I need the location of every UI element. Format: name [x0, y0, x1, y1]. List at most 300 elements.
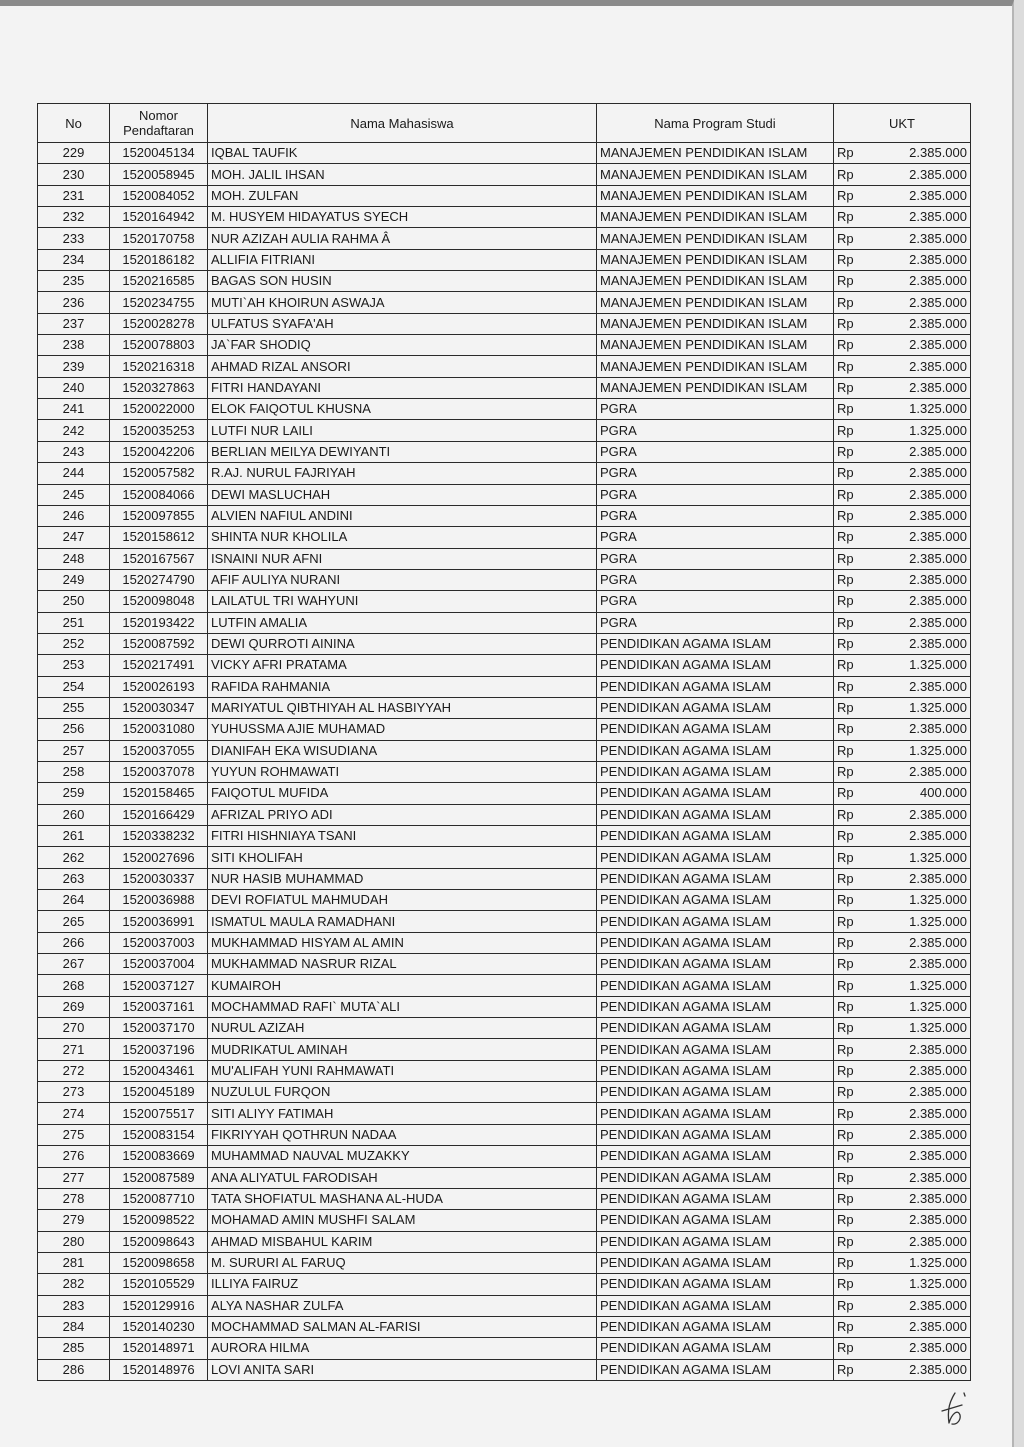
cell-ukt-amount: 2.385.000 — [869, 1146, 971, 1167]
cell-nomor-pendaftaran: 1520105529 — [110, 1274, 208, 1295]
cell-nama-mahasiswa: TATA SHOFIATUL MASHANA AL-HUDA — [208, 1188, 597, 1209]
table-row — [38, 1039, 971, 1060]
table-row — [38, 1316, 971, 1337]
cell-nama-mahasiswa: ALYA NASHAR ZULFA — [208, 1295, 597, 1316]
table-row — [38, 356, 971, 377]
cell-currency: Rp — [834, 356, 869, 377]
table-body — [38, 143, 971, 1381]
cell-currency: Rp — [834, 932, 869, 953]
cell-nama-mahasiswa: AHMAD RIZAL ANSORI — [208, 356, 597, 377]
cell-currency: Rp — [834, 1252, 869, 1273]
cell-program-studi: PENDIDIKAN AGAMA ISLAM — [597, 719, 834, 740]
table-row — [38, 1060, 971, 1081]
cell-nama-mahasiswa: ELOK FAIQOTUL KHUSNA — [208, 399, 597, 420]
cell-nomor-pendaftaran: 1520083669 — [110, 1146, 208, 1167]
cell-currency: Rp — [834, 271, 869, 292]
cell-ukt-amount: 2.385.000 — [869, 313, 971, 334]
cell-ukt-amount: 2.385.000 — [869, 1188, 971, 1209]
cell-program-studi: MANAJEMEN PENDIDIKAN ISLAM — [597, 228, 834, 249]
cell-no: 275 — [38, 1124, 110, 1145]
cell-nomor-pendaftaran: 1520083154 — [110, 1124, 208, 1145]
cell-program-studi: MANAJEMEN PENDIDIKAN ISLAM — [597, 143, 834, 164]
cell-program-studi: MANAJEMEN PENDIDIKAN ISLAM — [597, 313, 834, 334]
cell-program-studi: PENDIDIKAN AGAMA ISLAM — [597, 1167, 834, 1188]
cell-no: 231 — [38, 185, 110, 206]
table-row — [38, 847, 971, 868]
cell-no: 284 — [38, 1316, 110, 1337]
cell-program-studi: PGRA — [597, 441, 834, 462]
cell-currency: Rp — [834, 527, 869, 548]
cell-nama-mahasiswa: MUDRIKATUL AMINAH — [208, 1039, 597, 1060]
cell-nama-mahasiswa: ILLIYA FAIRUZ — [208, 1274, 597, 1295]
cell-nomor-pendaftaran: 1520170758 — [110, 228, 208, 249]
cell-no: 255 — [38, 697, 110, 718]
cell-ukt-amount: 2.385.000 — [869, 1316, 971, 1337]
cell-nomor-pendaftaran: 1520216585 — [110, 271, 208, 292]
cell-ukt-amount: 1.325.000 — [869, 655, 971, 676]
cell-currency: Rp — [834, 1274, 869, 1295]
cell-nomor-pendaftaran: 1520037161 — [110, 996, 208, 1017]
cell-no: 250 — [38, 591, 110, 612]
cell-nomor-pendaftaran: 1520167567 — [110, 548, 208, 569]
header-nama-program-studi: Nama Program Studi — [597, 104, 834, 143]
table-row — [38, 399, 971, 420]
cell-no: 266 — [38, 932, 110, 953]
table-row — [38, 954, 971, 975]
cell-nomor-pendaftaran: 1520166429 — [110, 804, 208, 825]
cell-no: 233 — [38, 228, 110, 249]
cell-nomor-pendaftaran: 1520045189 — [110, 1082, 208, 1103]
table-row — [38, 1274, 971, 1295]
header-nama-mahasiswa: Nama Mahasiswa — [208, 104, 597, 143]
table-row — [38, 292, 971, 313]
cell-ukt-amount: 2.385.000 — [869, 228, 971, 249]
cell-no: 236 — [38, 292, 110, 313]
cell-currency: Rp — [834, 1060, 869, 1081]
cell-no: 259 — [38, 783, 110, 804]
table-row — [38, 164, 971, 185]
cell-currency: Rp — [834, 1018, 869, 1039]
cell-nama-mahasiswa: BERLIAN MEILYA DEWIYANTI — [208, 441, 597, 462]
header-ukt: UKT — [834, 104, 971, 143]
cell-program-studi: MANAJEMEN PENDIDIKAN ISLAM — [597, 271, 834, 292]
cell-currency: Rp — [834, 868, 869, 889]
cell-nomor-pendaftaran: 1520129916 — [110, 1295, 208, 1316]
cell-ukt-amount: 2.385.000 — [869, 1295, 971, 1316]
cell-currency: Rp — [834, 1039, 869, 1060]
cell-no: 269 — [38, 996, 110, 1017]
cell-nama-mahasiswa: BAGAS SON HUSIN — [208, 271, 597, 292]
cell-nama-mahasiswa: MOCHAMMAD RAFI` MUTA`ALI — [208, 996, 597, 1017]
cell-nomor-pendaftaran: 1520084052 — [110, 185, 208, 206]
cell-nomor-pendaftaran: 1520097855 — [110, 505, 208, 526]
cell-ukt-amount: 1.325.000 — [869, 1018, 971, 1039]
cell-no: 246 — [38, 505, 110, 526]
cell-program-studi: PENDIDIKAN AGAMA ISLAM — [597, 655, 834, 676]
cell-nama-mahasiswa: MOCHAMMAD SALMAN AL-FARISI — [208, 1316, 597, 1337]
cell-nama-mahasiswa: FITRI HISHNIAYA TSANI — [208, 826, 597, 847]
table-row — [38, 826, 971, 847]
table-row — [38, 548, 971, 569]
cell-program-studi: PENDIDIKAN AGAMA ISLAM — [597, 1210, 834, 1231]
handwritten-initial — [938, 1389, 968, 1429]
cell-no: 285 — [38, 1338, 110, 1359]
cell-nama-mahasiswa: M. HUSYEM HIDAYATUS SYECH — [208, 207, 597, 228]
cell-no: 281 — [38, 1252, 110, 1273]
table-row — [38, 505, 971, 526]
cell-nama-mahasiswa: LUTFI NUR LAILI — [208, 420, 597, 441]
table-row — [38, 1167, 971, 1188]
cell-program-studi: PENDIDIKAN AGAMA ISLAM — [597, 954, 834, 975]
cell-no: 258 — [38, 761, 110, 782]
cell-no: 235 — [38, 271, 110, 292]
cell-no: 229 — [38, 143, 110, 164]
cell-currency: Rp — [834, 719, 869, 740]
table-row — [38, 185, 971, 206]
cell-nomor-pendaftaran: 1520078803 — [110, 335, 208, 356]
cell-nomor-pendaftaran: 1520274790 — [110, 569, 208, 590]
cell-currency: Rp — [834, 143, 869, 164]
cell-nama-mahasiswa: FIKRIYYAH QOTHRUN NADAA — [208, 1124, 597, 1145]
cell-currency: Rp — [834, 1359, 869, 1380]
cell-currency: Rp — [834, 228, 869, 249]
cell-nama-mahasiswa: DEWI QURROTI AININA — [208, 633, 597, 654]
cell-no: 245 — [38, 484, 110, 505]
table-row — [38, 1338, 971, 1359]
cell-program-studi: PENDIDIKAN AGAMA ISLAM — [597, 633, 834, 654]
cell-nomor-pendaftaran: 1520087592 — [110, 633, 208, 654]
cell-program-studi: PENDIDIKAN AGAMA ISLAM — [597, 1274, 834, 1295]
cell-nama-mahasiswa: M. SURURI AL FARUQ — [208, 1252, 597, 1273]
cell-program-studi: PENDIDIKAN AGAMA ISLAM — [597, 1060, 834, 1081]
cell-no: 273 — [38, 1082, 110, 1103]
cell-nomor-pendaftaran: 1520042206 — [110, 441, 208, 462]
cell-currency: Rp — [834, 505, 869, 526]
cell-program-studi: PENDIDIKAN AGAMA ISLAM — [597, 890, 834, 911]
cell-program-studi: PENDIDIKAN AGAMA ISLAM — [597, 1338, 834, 1359]
cell-ukt-amount: 1.325.000 — [869, 911, 971, 932]
cell-nama-mahasiswa: KUMAIROH — [208, 975, 597, 996]
cell-program-studi: PENDIDIKAN AGAMA ISLAM — [597, 1018, 834, 1039]
cell-no: 252 — [38, 633, 110, 654]
cell-nomor-pendaftaran: 1520037055 — [110, 740, 208, 761]
cell-currency: Rp — [834, 890, 869, 911]
table-row — [38, 996, 971, 1017]
cell-currency: Rp — [834, 335, 869, 356]
cell-ukt-amount: 2.385.000 — [869, 761, 971, 782]
cell-ukt-amount: 2.385.000 — [869, 484, 971, 505]
table-row — [38, 1103, 971, 1124]
cell-no: 277 — [38, 1167, 110, 1188]
cell-nomor-pendaftaran: 1520087589 — [110, 1167, 208, 1188]
cell-currency: Rp — [834, 911, 869, 932]
cell-nomor-pendaftaran: 1520234755 — [110, 292, 208, 313]
cell-currency: Rp — [834, 1124, 869, 1145]
cell-ukt-amount: 2.385.000 — [869, 804, 971, 825]
table-row — [38, 1082, 971, 1103]
cell-no: 263 — [38, 868, 110, 889]
cell-no: 254 — [38, 676, 110, 697]
cell-nomor-pendaftaran: 1520058945 — [110, 164, 208, 185]
table-row — [38, 527, 971, 548]
cell-ukt-amount: 2.385.000 — [869, 1103, 971, 1124]
table-row — [38, 783, 971, 804]
cell-no: 256 — [38, 719, 110, 740]
table-row — [38, 420, 971, 441]
cell-program-studi: PGRA — [597, 548, 834, 569]
cell-nama-mahasiswa: SHINTA NUR KHOLILA — [208, 527, 597, 548]
cell-nama-mahasiswa: MOH. JALIL IHSAN — [208, 164, 597, 185]
cell-currency: Rp — [834, 761, 869, 782]
table-row — [38, 143, 971, 164]
header-nomor-line2: Pendaftaran — [123, 123, 194, 138]
cell-nomor-pendaftaran: 1520087710 — [110, 1188, 208, 1209]
cell-no: 247 — [38, 527, 110, 548]
cell-nomor-pendaftaran: 1520036988 — [110, 890, 208, 911]
cell-no: 230 — [38, 164, 110, 185]
cell-nama-mahasiswa: AHMAD MISBAHUL KARIM — [208, 1231, 597, 1252]
cell-nama-mahasiswa: MARIYATUL QIBTHIYAH AL HASBIYYAH — [208, 697, 597, 718]
cell-no: 237 — [38, 313, 110, 334]
cell-program-studi: PENDIDIKAN AGAMA ISLAM — [597, 911, 834, 932]
cell-program-studi: PENDIDIKAN AGAMA ISLAM — [597, 868, 834, 889]
cell-no: 272 — [38, 1060, 110, 1081]
cell-currency: Rp — [834, 313, 869, 334]
cell-nama-mahasiswa: ALVIEN NAFIUL ANDINI — [208, 505, 597, 526]
cell-no: 280 — [38, 1231, 110, 1252]
cell-nomor-pendaftaran: 1520327863 — [110, 377, 208, 398]
cell-nomor-pendaftaran: 1520084066 — [110, 484, 208, 505]
cell-currency: Rp — [834, 1338, 869, 1359]
cell-nama-mahasiswa: NURUL AZIZAH — [208, 1018, 597, 1039]
cell-ukt-amount: 2.385.000 — [869, 463, 971, 484]
cell-nomor-pendaftaran: 1520216318 — [110, 356, 208, 377]
cell-nomor-pendaftaran: 1520098522 — [110, 1210, 208, 1231]
cell-no: 282 — [38, 1274, 110, 1295]
cell-nomor-pendaftaran: 1520027696 — [110, 847, 208, 868]
cell-ukt-amount: 2.385.000 — [869, 1039, 971, 1060]
cell-ukt-amount: 2.385.000 — [869, 377, 971, 398]
cell-ukt-amount: 2.385.000 — [869, 292, 971, 313]
cell-program-studi: PENDIDIKAN AGAMA ISLAM — [597, 1316, 834, 1337]
cell-currency: Rp — [834, 826, 869, 847]
cell-currency: Rp — [834, 377, 869, 398]
cell-currency: Rp — [834, 548, 869, 569]
cell-program-studi: PENDIDIKAN AGAMA ISLAM — [597, 826, 834, 847]
cell-program-studi: PENDIDIKAN AGAMA ISLAM — [597, 676, 834, 697]
cell-nomor-pendaftaran: 1520037196 — [110, 1039, 208, 1060]
cell-currency: Rp — [834, 697, 869, 718]
cell-nomor-pendaftaran: 1520045134 — [110, 143, 208, 164]
cell-currency: Rp — [834, 484, 869, 505]
cell-ukt-amount: 2.385.000 — [869, 633, 971, 654]
cell-currency: Rp — [834, 1188, 869, 1209]
cell-ukt-amount: 1.325.000 — [869, 996, 971, 1017]
cell-ukt-amount: 1.325.000 — [869, 399, 971, 420]
cell-nama-mahasiswa: DEVI ROFIATUL MAHMUDAH — [208, 890, 597, 911]
cell-nomor-pendaftaran: 1520036991 — [110, 911, 208, 932]
cell-nama-mahasiswa: FAIQOTUL MUFIDA — [208, 783, 597, 804]
table-row — [38, 932, 971, 953]
table-row — [38, 975, 971, 996]
cell-ukt-amount: 2.385.000 — [869, 164, 971, 185]
cell-nama-mahasiswa: YUYUN ROHMAWATI — [208, 761, 597, 782]
cell-program-studi: MANAJEMEN PENDIDIKAN ISLAM — [597, 335, 834, 356]
cell-program-studi: MANAJEMEN PENDIDIKAN ISLAM — [597, 356, 834, 377]
table-row — [38, 761, 971, 782]
cell-nama-mahasiswa: MUHAMMAD NAUVAL MUZAKKY — [208, 1146, 597, 1167]
cell-program-studi: PGRA — [597, 484, 834, 505]
table-row — [38, 377, 971, 398]
table-header-row — [38, 104, 971, 143]
cell-nama-mahasiswa: ULFATUS SYAFA'AH — [208, 313, 597, 334]
cell-nama-mahasiswa: JA`FAR SHODIQ — [208, 335, 597, 356]
cell-no: 262 — [38, 847, 110, 868]
cell-program-studi: MANAJEMEN PENDIDIKAN ISLAM — [597, 164, 834, 185]
header-nomor-pendaftaran — [110, 104, 208, 143]
cell-currency: Rp — [834, 1082, 869, 1103]
cell-program-studi: PGRA — [597, 505, 834, 526]
cell-currency: Rp — [834, 1210, 869, 1231]
cell-nomor-pendaftaran: 1520098643 — [110, 1231, 208, 1252]
cell-currency: Rp — [834, 676, 869, 697]
cell-program-studi: PENDIDIKAN AGAMA ISLAM — [597, 1039, 834, 1060]
cell-currency: Rp — [834, 612, 869, 633]
cell-nomor-pendaftaran: 1520148971 — [110, 1338, 208, 1359]
cell-ukt-amount: 2.385.000 — [869, 505, 971, 526]
cell-currency: Rp — [834, 420, 869, 441]
cell-currency: Rp — [834, 996, 869, 1017]
table-row — [38, 890, 971, 911]
cell-no: 243 — [38, 441, 110, 462]
cell-currency: Rp — [834, 1295, 869, 1316]
cell-ukt-amount: 1.325.000 — [869, 697, 971, 718]
cell-nama-mahasiswa: ALLIFIA FITRIANI — [208, 249, 597, 270]
cell-currency: Rp — [834, 783, 869, 804]
cell-no: 279 — [38, 1210, 110, 1231]
cell-ukt-amount: 2.385.000 — [869, 527, 971, 548]
cell-ukt-amount: 2.385.000 — [869, 676, 971, 697]
cell-no: 257 — [38, 740, 110, 761]
cell-program-studi: PGRA — [597, 463, 834, 484]
cell-no: 265 — [38, 911, 110, 932]
cell-ukt-amount: 2.385.000 — [869, 1338, 971, 1359]
cell-no: 260 — [38, 804, 110, 825]
cell-currency: Rp — [834, 399, 869, 420]
table-row — [38, 569, 971, 590]
cell-no: 253 — [38, 655, 110, 676]
table-row — [38, 313, 971, 334]
cell-ukt-amount: 1.325.000 — [869, 890, 971, 911]
table-row — [38, 676, 971, 697]
cell-program-studi: MANAJEMEN PENDIDIKAN ISLAM — [597, 207, 834, 228]
cell-nomor-pendaftaran: 1520098658 — [110, 1252, 208, 1273]
cell-nomor-pendaftaran: 1520037003 — [110, 932, 208, 953]
cell-ukt-amount: 2.385.000 — [869, 249, 971, 270]
cell-currency: Rp — [834, 633, 869, 654]
cell-nama-mahasiswa: IQBAL TAUFIK — [208, 143, 597, 164]
cell-ukt-amount: 2.385.000 — [869, 356, 971, 377]
cell-no: 264 — [38, 890, 110, 911]
cell-nama-mahasiswa: DIANIFAH EKA WISUDIANA — [208, 740, 597, 761]
cell-no: 276 — [38, 1146, 110, 1167]
cell-no: 283 — [38, 1295, 110, 1316]
cell-no: 232 — [38, 207, 110, 228]
cell-ukt-amount: 2.385.000 — [869, 1167, 971, 1188]
cell-program-studi: MANAJEMEN PENDIDIKAN ISLAM — [597, 377, 834, 398]
table-row — [38, 335, 971, 356]
cell-program-studi: PENDIDIKAN AGAMA ISLAM — [597, 783, 834, 804]
table-row — [38, 804, 971, 825]
table-row — [38, 719, 971, 740]
cell-program-studi: PENDIDIKAN AGAMA ISLAM — [597, 1188, 834, 1209]
cell-currency: Rp — [834, 569, 869, 590]
table-row — [38, 484, 971, 505]
cell-program-studi: PENDIDIKAN AGAMA ISLAM — [597, 804, 834, 825]
cell-nomor-pendaftaran: 1520043461 — [110, 1060, 208, 1081]
cell-ukt-amount: 1.325.000 — [869, 847, 971, 868]
cell-no: 240 — [38, 377, 110, 398]
cell-ukt-amount: 1.325.000 — [869, 1252, 971, 1273]
cell-no: 242 — [38, 420, 110, 441]
cell-nama-mahasiswa: AFRIZAL PRIYO ADI — [208, 804, 597, 825]
cell-nama-mahasiswa: RAFIDA RAHMANIA — [208, 676, 597, 697]
cell-no: 271 — [38, 1039, 110, 1060]
cell-nama-mahasiswa: MUTI`AH KHOIRUN ASWAJA — [208, 292, 597, 313]
cell-ukt-amount: 1.325.000 — [869, 420, 971, 441]
cell-nama-mahasiswa: MU'ALIFAH YUNI RAHMAWATI — [208, 1060, 597, 1081]
cell-nomor-pendaftaran: 1520028278 — [110, 313, 208, 334]
cell-program-studi: MANAJEMEN PENDIDIKAN ISLAM — [597, 292, 834, 313]
cell-no: 248 — [38, 548, 110, 569]
cell-nama-mahasiswa: MOHAMAD AMIN MUSHFI SALAM — [208, 1210, 597, 1231]
table-row — [38, 911, 971, 932]
cell-nomor-pendaftaran: 1520338232 — [110, 826, 208, 847]
cell-nama-mahasiswa: LOVI ANITA SARI — [208, 1359, 597, 1380]
cell-nama-mahasiswa: FITRI HANDAYANI — [208, 377, 597, 398]
table-row — [38, 1018, 971, 1039]
cell-currency: Rp — [834, 847, 869, 868]
cell-currency: Rp — [834, 591, 869, 612]
cell-no: 238 — [38, 335, 110, 356]
cell-program-studi: PENDIDIKAN AGAMA ISLAM — [597, 761, 834, 782]
cell-ukt-amount: 2.385.000 — [869, 207, 971, 228]
table-row — [38, 591, 971, 612]
cell-ukt-amount: 2.385.000 — [869, 185, 971, 206]
cell-nama-mahasiswa: ISNAINI NUR AFNI — [208, 548, 597, 569]
cell-ukt-amount: 2.385.000 — [869, 954, 971, 975]
table-row — [38, 1188, 971, 1209]
cell-nomor-pendaftaran: 1520098048 — [110, 591, 208, 612]
cell-nomor-pendaftaran: 1520037078 — [110, 761, 208, 782]
cell-ukt-amount: 2.385.000 — [869, 569, 971, 590]
cell-ukt-amount: 2.385.000 — [869, 1210, 971, 1231]
table-row — [38, 207, 971, 228]
cell-program-studi: PENDIDIKAN AGAMA ISLAM — [597, 1231, 834, 1252]
cell-no: 244 — [38, 463, 110, 484]
table-row — [38, 1295, 971, 1316]
cell-nama-mahasiswa: ANA ALIYATUL FARODISAH — [208, 1167, 597, 1188]
cell-currency: Rp — [834, 740, 869, 761]
table-row — [38, 1252, 971, 1273]
cell-program-studi: PGRA — [597, 399, 834, 420]
cell-nomor-pendaftaran: 1520186182 — [110, 249, 208, 270]
cell-currency: Rp — [834, 249, 869, 270]
cell-nomor-pendaftaran: 1520217491 — [110, 655, 208, 676]
cell-currency: Rp — [834, 975, 869, 996]
cell-ukt-amount: 1.325.000 — [869, 740, 971, 761]
cell-currency: Rp — [834, 655, 869, 676]
